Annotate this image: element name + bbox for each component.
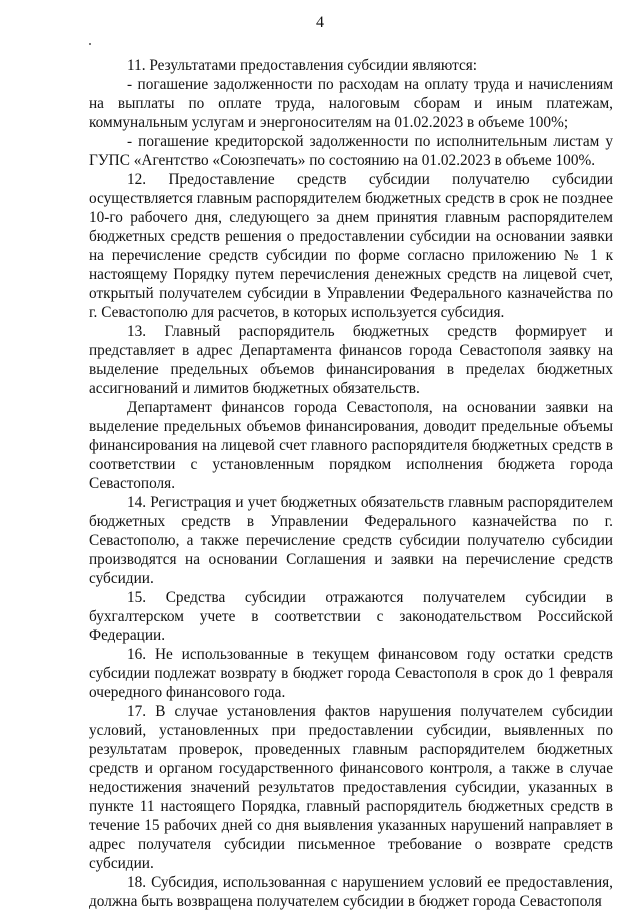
paragraph-15: 15. Средства субсидии отражаются получателем субсидии в бухгалтерском учете в соответствии с законодательством Российской Федерации. [89, 589, 613, 644]
paragraph-11: 11. Результатами предоставления субсидии являются: [127, 57, 478, 74]
paragraph-14: 14. Регистрация и учет бюджетных обязательств главным распорядителем бюджетных средств в Управлении Федерального казначейства по г. Севастополю, а также перечисление средств субсидии получателю субсидии производятся на основании Соглашения и заявки на перечисление средств субсидии. [89, 494, 613, 587]
paragraph-18: 18. Субсидия, использованная с нарушением условий ее предоставления, должна быть возвращена получателем субсидии в бюджет города Севастополя [89, 874, 613, 910]
document-body [89, 56, 613, 911]
paragraph-11-item-2: - погашение кредиторской задолженности по исполнительным листам у ГУПС «Агентство «Союзпечать» по состоянию на 01.02.2023 в объеме 100%. [89, 133, 613, 169]
paragraph-13: 13. Главный распорядитель бюджетных средств формирует и представляет в адрес Департамента финансов города Севастополя заявку на выделение предельных объемов финансирования в пределах бюджетных ассигнований и лимитов бюджетных обязательств. [89, 323, 613, 397]
paragraph-12: 12. Предоставление средств субсидии получателю субсидии осуществляется главным распорядителем бюджетных средств в срок не позднее 10-го рабочего дня, следующего за днем принятия главным распорядителем бюджетных средств решения о предоставлении субсидии на основании заявки на перечисление средств субсидии по форме согласно приложению № 1 к настоящему Порядку путем перечисления денежных средств на лицевой счет, открытый получателем субсидии в Управлении Федерального казначейства по г. Севастополю для расчетов, в которых используется субсидия. [89, 171, 613, 321]
paragraph-16: 16. Не использованные в текущем финансовом году остатки средств субсидии подлежат возврату в бюджет города Севастополя в срок до 1 февраля очередного финансового года. [89, 646, 613, 701]
paragraph-13-continuation: Департамент финансов города Севастополя, на основании заявки на выделение предельных объемов финансирования, доводит предельные объемы финансирования на лицевой счет главного распорядителя бюджетных средств в соответствии с установленным порядком исполнения бюджета города Севастополя. [89, 399, 613, 492]
scan-dot [89, 43, 91, 45]
page-number: 4 [316, 14, 324, 31]
paragraph-17: 17. В случае установления фактов нарушения получателем субсидии условий, установленных при предоставлении субсидии, выявленных по результатам проверок, проведенных главным распорядителем бюджетных средств и органом государственного финансового контроля, а также в случае недостижения значений результатов предоставления субсидии, указанных в пункте 11 настоящего Порядка, главный распорядитель бюджетных средств в течение 15 рабочих дней со дня выявления указанных нарушений направляет в адрес получателя субсидии письменное требование о возврате средств субсидии. [89, 703, 613, 872]
paragraph-11-item-1: - погашение задолженности по расходам на оплату труда и начислениям на выплаты по оплате труда, налоговым сборам и иным платежам, коммунальным услугам и энергоносителям на 01.02.2023 в объеме 100%; [89, 76, 613, 131]
